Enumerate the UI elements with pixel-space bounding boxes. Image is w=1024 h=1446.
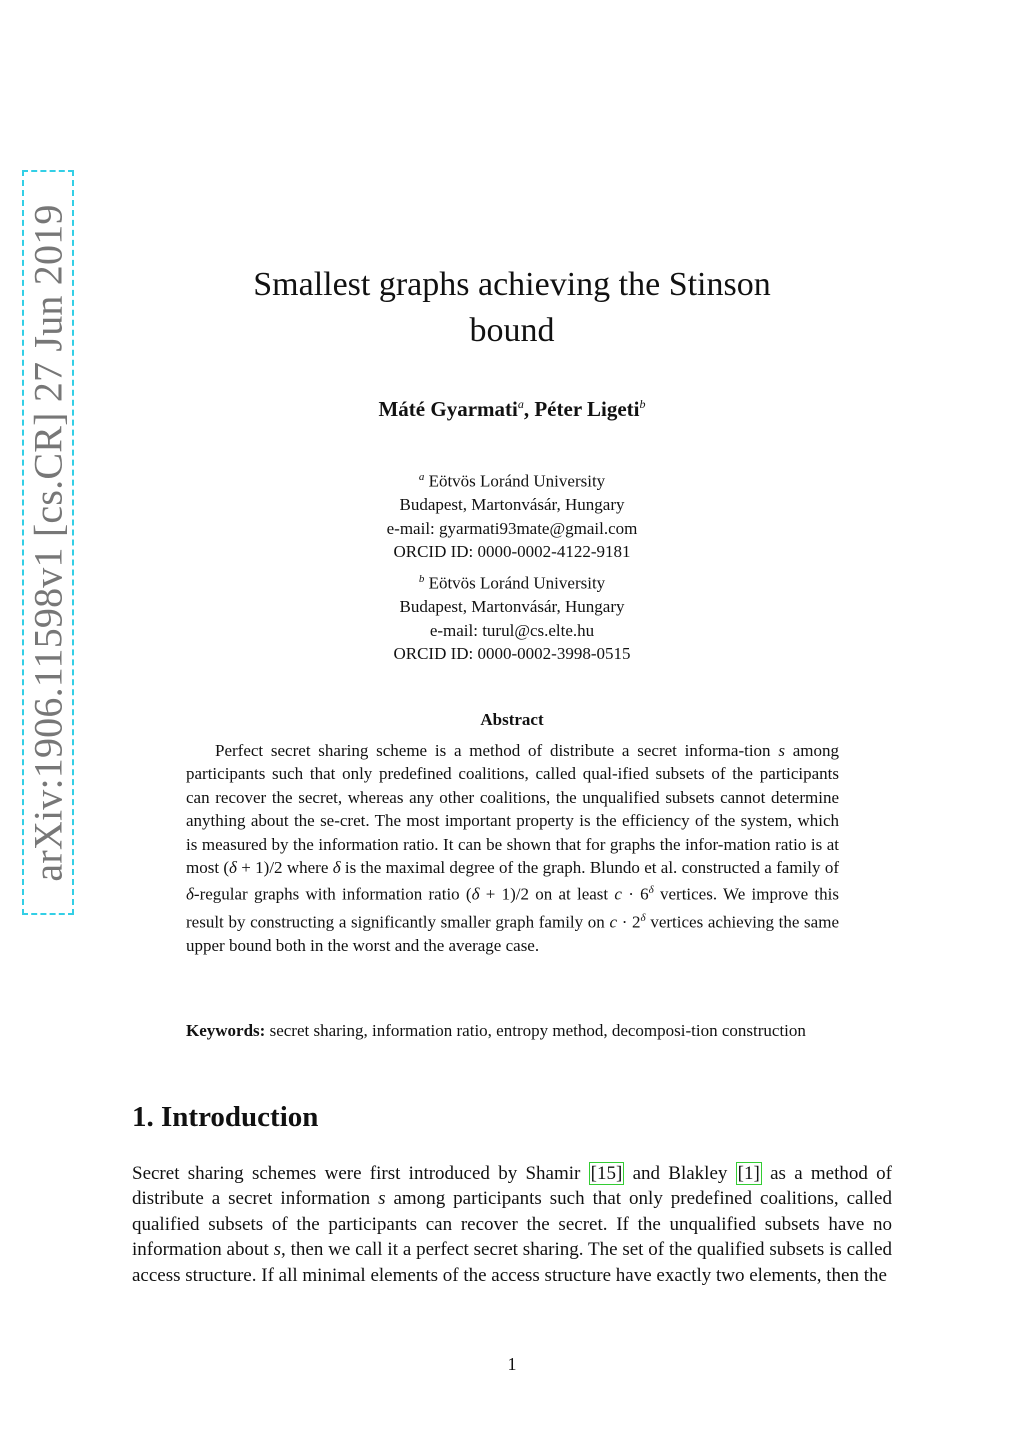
abstract-math-sup: δ <box>648 884 654 897</box>
abstract-math: c <box>614 885 622 905</box>
abstract-text: Perfect secret sharing scheme is a method of distribute a secret informa-tion <box>215 741 779 760</box>
abstract-math-sup: δ <box>640 911 646 924</box>
abstract-text: · 2 <box>617 912 641 932</box>
authors <box>150 397 874 422</box>
intro-paragraph <box>132 1161 892 1288</box>
author-2-mark: b <box>639 397 646 411</box>
abstract-text: among participants such that only predefined coalitions, called qual-ified subsets of the participants can recover the secret, whereas any other coalitions, the unqualified subsets cannot determine anything about the se-cret. The most important property is the efficiency of the system, which is measured by the information ratio. It can be shown that for graphs the infor-mation ratio is at most ( <box>186 741 839 878</box>
abstract-heading: Abstract <box>480 710 544 729</box>
affiliation-b-orcid: ORCID ID: 0000-0002-3998-0515 <box>393 644 631 664</box>
affiliation-b-university: Eötvös Loránd University <box>428 573 606 593</box>
author-1-mark: a <box>517 397 524 411</box>
affiliation-b-email: e-mail: turul@cs.elte.hu <box>429 620 595 640</box>
keywords-label: Keywords: <box>186 1021 266 1040</box>
intro-text: Secret sharing schemes were first introduced by Shamir <box>132 1163 589 1184</box>
abstract-math: c <box>609 912 618 932</box>
affiliation-a <box>250 466 774 564</box>
abstract-body <box>186 739 839 957</box>
abstract-math: δ <box>186 885 194 905</box>
intro-text: as a method of distribute a secret information <box>132 1163 892 1210</box>
abstract-math: δ <box>229 858 237 878</box>
title-line-1: Smallest graphs achieving the Stinson <box>253 266 771 303</box>
author-1: Máté Gyarmati <box>378 397 518 421</box>
affiliation-b-city: Budapest, Martonvásár, Hungary <box>399 597 625 617</box>
title-line-2: bound <box>469 312 555 349</box>
intro-text: , then we call it a perfect secret sharing. The set of the qualified subsets is called access structure. If all minimal elements of the access structure have exactly two elements, then the <box>132 1239 893 1286</box>
citation-link[interactable]: [15] <box>590 1163 623 1184</box>
affiliation-a-email: e-mail: gyarmati93mate@gmail.com <box>386 518 638 538</box>
abstract-math: δ <box>332 858 341 878</box>
abstract-math: s <box>778 741 785 760</box>
page-number: 1 <box>507 1354 517 1374</box>
abstract-text: is the maximal degree of the graph. Blundo et al. constructed a family of <box>340 858 839 878</box>
abstract-text: · 6 <box>621 885 649 905</box>
abstract-text: vertices achieving the same upper bound both in the worst and the average case. <box>186 912 839 955</box>
abstract-text: -regular graphs with information ratio ( <box>193 885 472 905</box>
arxiv-stamp <box>22 170 74 915</box>
author-separator: , <box>523 397 535 421</box>
author-2: Péter Ligeti <box>534 397 640 421</box>
affiliation-a-city: Budapest, Martonvásár, Hungary <box>399 495 625 515</box>
intro-text: and Blakley <box>624 1163 736 1184</box>
abstract-text: vertices. We improve this result by constructing a significantly smaller graph family on <box>186 885 839 932</box>
intro-math: s <box>378 1188 386 1210</box>
affiliation-a-mark: a <box>418 471 425 483</box>
section-title: 1. Introduction <box>132 1101 319 1133</box>
intro-math: s <box>273 1239 282 1261</box>
abstract-text: + 1)/2 where <box>236 858 333 878</box>
affiliation-b-mark: b <box>418 573 425 585</box>
affiliation-a-university: Eötvös Loránd University <box>428 471 606 491</box>
affiliation-b <box>250 568 774 666</box>
arxiv-stamp-text: arXiv:1906.11598v1 [cs.CR] 27 Jun 2019 <box>25 203 71 882</box>
citation-link[interactable]: [1] <box>737 1163 760 1184</box>
keywords <box>186 1019 839 1042</box>
abstract-text: + 1)/2 on at least <box>479 885 615 905</box>
keywords-text: secret sharing, information ratio, entropy method, decomposi-tion construction <box>265 1021 806 1040</box>
abstract-math: δ <box>471 885 480 905</box>
paper-title <box>150 262 874 354</box>
affiliation-a-orcid: ORCID ID: 0000-0002-4122-9181 <box>393 542 631 562</box>
intro-text: among participants such that only predefined coalitions, called qualified subsets of the participants can recover the secret. If the unqualified subsets have no information about <box>132 1188 892 1261</box>
